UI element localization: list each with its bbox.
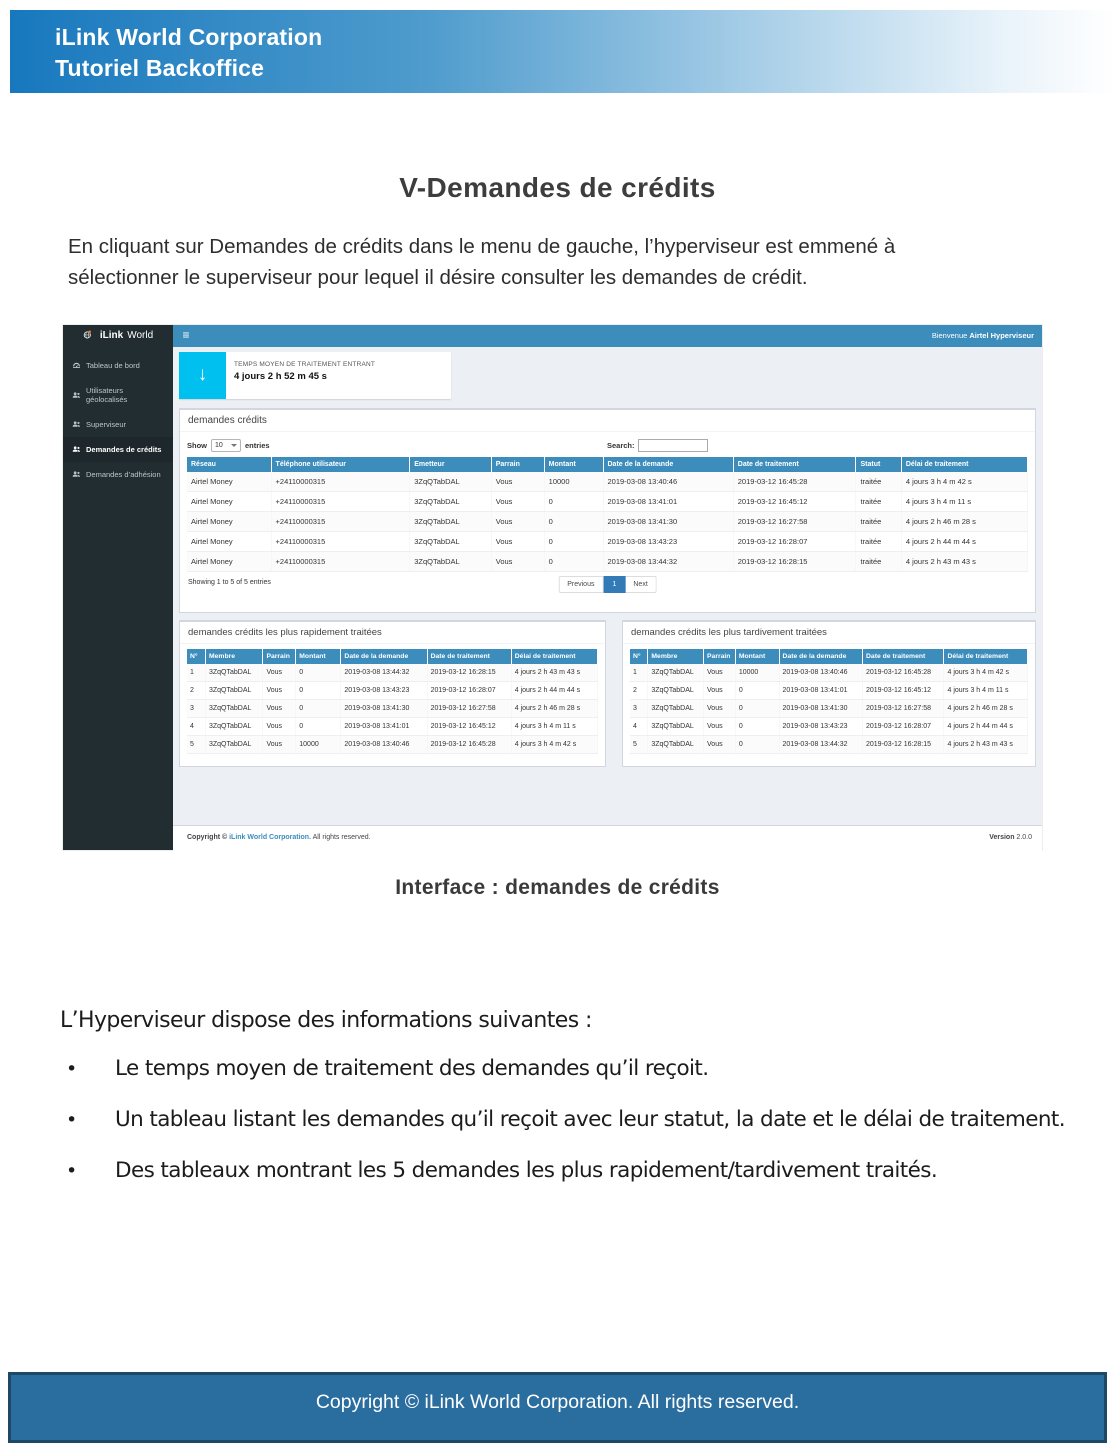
- table-cell: 3ZqQTabDAL: [648, 682, 704, 700]
- table-cell: 4 jours 2 h 46 m 28 s: [511, 700, 597, 718]
- welcome-user: Airtel Hyperviseur: [969, 331, 1034, 340]
- panel-title: demandes crédits les plus tardivement traitées: [623, 622, 1035, 644]
- column-header[interactable]: Montant: [544, 457, 603, 472]
- table-row: [630, 718, 1028, 736]
- table-cell: 2019-03-12 16:28:15: [863, 736, 944, 754]
- table-cell: Vous: [263, 700, 296, 718]
- table-cell: 2: [187, 682, 205, 700]
- table-cell: Airtel Money: [187, 472, 271, 492]
- pagination-previous-button[interactable]: Previous: [558, 576, 603, 593]
- sidebar-item-superviseur[interactable]: [63, 412, 173, 437]
- table-cell: 4 jours 3 h 4 m 42 s: [901, 472, 1027, 492]
- table-cell: 4 jours 2 h 43 m 43 s: [944, 736, 1028, 754]
- fastest-processed-panel: [179, 620, 606, 767]
- app-navbar: [63, 325, 1042, 347]
- table-cell: Airtel Money: [187, 492, 271, 512]
- table-cell: +24110000315: [271, 552, 410, 572]
- table-cell: traitée: [856, 472, 901, 492]
- table-cell: traitée: [856, 532, 901, 552]
- sidebar-item-label: Utilisateurs géolocalisés: [86, 386, 128, 404]
- table-cell: Vous: [704, 664, 736, 682]
- table-cell: +24110000315: [271, 492, 410, 512]
- table-cell: 3ZqQTabDAL: [410, 472, 492, 492]
- table-cell: 4 jours 2 h 44 m 44 s: [901, 532, 1027, 552]
- column-header[interactable]: N°: [187, 649, 205, 664]
- table-cell: Vous: [704, 700, 736, 718]
- brand-logo[interactable]: [63, 325, 173, 347]
- table-cell: 4 jours 2 h 43 m 43 s: [901, 552, 1027, 572]
- table-cell: 0: [544, 492, 603, 512]
- app-screenshot: [63, 325, 1042, 850]
- credit-requests-table: [187, 457, 1028, 572]
- info-heading: L’Hyperviseur dispose des informations suivantes :: [60, 1008, 592, 1033]
- table-cell: Vous: [704, 718, 736, 736]
- table-cell: 2019-03-12 16:27:58: [863, 700, 944, 718]
- page-length-select[interactable]: [211, 439, 241, 452]
- table-row: [187, 736, 598, 754]
- table-cell: 5: [630, 736, 648, 754]
- table-cell: traitée: [856, 512, 901, 532]
- pagination: [558, 576, 657, 593]
- table-cell: 2019-03-08 13:43:23: [779, 718, 862, 736]
- table-cell: +24110000315: [271, 472, 410, 492]
- doc-header-line2: Tutoriel Backoffice: [55, 55, 265, 81]
- stat-value: 4 jours 2 h 52 m 45 s: [234, 371, 327, 382]
- table-cell: Vous: [491, 552, 544, 572]
- table-row: [630, 736, 1028, 754]
- table-row: [630, 664, 1028, 682]
- sidebar-item-label: Superviseur: [86, 420, 127, 429]
- screenshot-caption: Interface : demandes de crédits: [395, 876, 720, 899]
- table-cell: 2019-03-08 13:44:32: [603, 552, 733, 572]
- table-cell: 2019-03-08 13:41:01: [779, 682, 862, 700]
- table-cell: 2: [630, 682, 648, 700]
- sidebar-item-label: Demandes de crédits: [86, 445, 162, 454]
- search-label: Search:: [607, 441, 635, 450]
- bullet-text: Des tableaux montrant les 5 demandes les plus rapidement/tardivement traités.: [115, 1158, 938, 1183]
- table-cell: traitée: [856, 552, 901, 572]
- page-title: V-Demandes de crédits: [399, 172, 716, 203]
- column-header[interactable]: Parrain: [491, 457, 544, 472]
- doc-header-band: [10, 10, 1115, 93]
- table-cell: Vous: [491, 512, 544, 532]
- users-icon: [72, 420, 81, 429]
- table-cell: 4 jours 3 h 4 m 11 s: [944, 682, 1028, 700]
- table-cell: 0: [544, 552, 603, 572]
- table-cell: 3ZqQTabDAL: [410, 552, 492, 572]
- pagination-next-button[interactable]: Next: [625, 576, 656, 593]
- users-icon: [72, 391, 81, 400]
- doc-header-line1: iLink World Corporation: [55, 24, 323, 50]
- app-footer: [173, 825, 1042, 851]
- table-row: [187, 512, 1028, 532]
- credit-requests-panel: [179, 408, 1036, 613]
- sidebar-item-demandes-de-cr-dits[interactable]: [63, 437, 173, 462]
- table-cell: 3ZqQTabDAL: [205, 700, 262, 718]
- table-cell: 2019-03-12 16:28:15: [733, 552, 856, 572]
- table-cell: 0: [735, 736, 779, 754]
- table-cell: Vous: [491, 532, 544, 552]
- column-header[interactable]: Emetteur: [410, 457, 492, 472]
- table-header-row: [187, 649, 598, 664]
- globe-pin-logo-icon: [83, 330, 96, 343]
- stat-average-processing-time: [179, 352, 451, 399]
- table-cell: 2019-03-12 16:45:12: [427, 718, 511, 736]
- table-cell: Airtel Money: [187, 552, 271, 572]
- info-block: [60, 1008, 1065, 1208]
- arrow-down-icon: ↓: [179, 352, 226, 399]
- bullet-icon: •: [66, 1109, 77, 1131]
- users-icon: [72, 445, 81, 454]
- table-row: [187, 532, 1028, 552]
- version-value: 2.0.0: [1016, 834, 1032, 841]
- table-cell: 3ZqQTabDAL: [205, 718, 262, 736]
- corporation-link[interactable]: iLink World Corporation.: [229, 834, 312, 841]
- column-header[interactable]: Téléphone utilisateur: [271, 457, 410, 472]
- table-cell: 0: [735, 682, 779, 700]
- table-cell: 0: [735, 700, 779, 718]
- fastest-processed-table: [187, 649, 598, 754]
- table-cell: Airtel Money: [187, 532, 271, 552]
- column-header[interactable]: Date de traitement: [427, 649, 511, 664]
- table-cell: 10000: [544, 472, 603, 492]
- column-header[interactable]: Délai de traitement: [511, 649, 597, 664]
- column-header[interactable]: Réseau: [187, 457, 271, 472]
- column-header[interactable]: Membre: [205, 649, 262, 664]
- table-cell: Vous: [704, 682, 736, 700]
- show-label: Show: [187, 441, 207, 450]
- table-row: [187, 552, 1028, 572]
- table-cell: 3: [187, 700, 205, 718]
- entries-label: entries: [245, 441, 270, 450]
- column-header[interactable]: Délai de traitement: [901, 457, 1027, 472]
- table-cell: 2019-03-12 16:28:07: [427, 682, 511, 700]
- table-cell: Vous: [491, 492, 544, 512]
- table-cell: 1: [187, 664, 205, 682]
- column-header[interactable]: Parrain: [704, 649, 736, 664]
- table-cell: 0: [296, 664, 341, 682]
- table-cell: 2019-03-12 16:45:12: [733, 492, 856, 512]
- column-header[interactable]: Montant: [735, 649, 779, 664]
- table-cell: 2019-03-12 16:28:07: [733, 532, 856, 552]
- panel-title: demandes crédits les plus rapidement traitées: [180, 622, 605, 644]
- column-header[interactable]: Parrain: [263, 649, 296, 664]
- doc-footer-band: [8, 1372, 1107, 1443]
- sidebar-item-demandes-d-adh-sion[interactable]: [63, 462, 173, 487]
- bullet-item: [60, 1106, 1065, 1134]
- table-cell: 0: [296, 718, 341, 736]
- intro-line: En cliquant sur Demandes de crédits dans le menu de gauche, l’hyperviseur est emmené à: [68, 235, 896, 258]
- column-header[interactable]: Date de la demande: [779, 649, 862, 664]
- table-cell: 4 jours 2 h 46 m 28 s: [901, 512, 1027, 532]
- table-cell: 0: [296, 700, 341, 718]
- table-cell: 2019-03-12 16:45:28: [733, 472, 856, 492]
- table-cell: 0: [544, 512, 603, 532]
- version-label: Version: [989, 834, 1017, 841]
- table-cell: 3ZqQTabDAL: [205, 736, 262, 754]
- search-input[interactable]: [638, 439, 708, 452]
- user-menu[interactable]: [932, 325, 1034, 347]
- table-cell: Vous: [263, 736, 296, 754]
- table-cell: traitée: [856, 492, 901, 512]
- column-header[interactable]: Statut: [856, 457, 901, 472]
- table-cell: 4 jours 2 h 44 m 44 s: [511, 682, 597, 700]
- bullet-icon: •: [66, 1160, 77, 1182]
- column-header[interactable]: Date de traitement: [733, 457, 856, 472]
- chevron-down-icon: [231, 444, 237, 447]
- column-header[interactable]: Date de la demande: [603, 457, 733, 472]
- table-cell: 10000: [296, 736, 341, 754]
- column-header[interactable]: Date de la demande: [341, 649, 427, 664]
- brand-text-bold: iLink: [99, 330, 124, 341]
- table-cell: Airtel Money: [187, 512, 271, 532]
- bullet-item: [60, 1055, 1065, 1083]
- table-cell: 3ZqQTabDAL: [205, 664, 262, 682]
- table-row: [187, 700, 598, 718]
- table-cell: 2019-03-08 13:41:01: [341, 718, 427, 736]
- app-sidebar: [63, 347, 173, 850]
- column-header[interactable]: Date de traitement: [863, 649, 944, 664]
- column-header[interactable]: Délai de traitement: [944, 649, 1028, 664]
- table-cell: 4 jours 3 h 4 m 11 s: [511, 718, 597, 736]
- latest-processed-table: [630, 649, 1028, 754]
- bullet-icon: •: [66, 1058, 77, 1080]
- sidebar-item-label: Demandes d’adhésion: [86, 470, 161, 479]
- table-cell: +24110000315: [271, 512, 410, 532]
- table-cell: 10000: [735, 664, 779, 682]
- table-cell: 4 jours 2 h 44 m 44 s: [944, 718, 1028, 736]
- table-row: [187, 472, 1028, 492]
- table-cell: 3: [630, 700, 648, 718]
- table-cell: 2019-03-12 16:27:58: [733, 512, 856, 532]
- table-header-row: [630, 649, 1028, 664]
- table-cell: 2019-03-08 13:40:46: [341, 736, 427, 754]
- table-cell: 4: [630, 718, 648, 736]
- table-cell: 4 jours 3 h 4 m 42 s: [511, 736, 597, 754]
- bullet-text: Un tableau listant les demandes qu’il reçoit avec leur statut, la date et le délai de traitement.: [115, 1107, 1065, 1132]
- table-cell: 3ZqQTabDAL: [410, 532, 492, 552]
- table-cell: 2019-03-08 13:41:01: [603, 492, 733, 512]
- column-header[interactable]: N°: [630, 649, 648, 664]
- table-cell: 2019-03-08 13:41:30: [603, 512, 733, 532]
- table-cell: 2019-03-08 13:40:46: [779, 664, 862, 682]
- table-cell: 2019-03-12 16:28:07: [863, 718, 944, 736]
- intro-line: sélectionner le superviseur pour lequel il désire consulter les demandes de crédit.: [68, 266, 808, 289]
- table-cell: 2019-03-08 13:44:32: [779, 736, 862, 754]
- table-cell: 3ZqQTabDAL: [648, 736, 704, 754]
- column-header[interactable]: Montant: [296, 649, 341, 664]
- page-length-value: 10: [215, 442, 223, 449]
- bullet-item: [60, 1157, 1065, 1185]
- table-row: [187, 492, 1028, 512]
- table-cell: 3ZqQTabDAL: [648, 718, 704, 736]
- table-cell: 2019-03-12 16:45:12: [863, 682, 944, 700]
- table-header-row: [187, 457, 1028, 472]
- table-cell: 3ZqQTabDAL: [410, 512, 492, 532]
- table-cell: 3ZqQTabDAL: [410, 492, 492, 512]
- dashboard-icon: [72, 361, 81, 370]
- latest-processed-panel: [622, 620, 1036, 767]
- column-header[interactable]: Membre: [648, 649, 704, 664]
- users-icon: [72, 470, 81, 479]
- app-copyright: Copyright ©: [187, 834, 230, 841]
- table-row: [187, 664, 598, 682]
- panel-title: demandes crédits: [180, 410, 1035, 432]
- table-cell: +24110000315: [271, 532, 410, 552]
- app-content: [173, 347, 1042, 825]
- table-cell: 5: [187, 736, 205, 754]
- table-cell: 3ZqQTabDAL: [205, 682, 262, 700]
- table-cell: 3ZqQTabDAL: [648, 664, 704, 682]
- table-cell: Vous: [263, 682, 296, 700]
- table-cell: 2019-03-12 16:28:15: [427, 664, 511, 682]
- sidebar-item-tableau-de-bord[interactable]: [63, 353, 173, 378]
- table-cell: 4 jours 2 h 43 m 43 s: [511, 664, 597, 682]
- intro-paragraph: [68, 231, 1060, 293]
- rights-text: All rights reserved.: [311, 834, 371, 841]
- table-cell: 2019-03-12 16:45:28: [863, 664, 944, 682]
- table-row: [630, 700, 1028, 718]
- table-cell: 2019-03-08 13:41:30: [779, 700, 862, 718]
- table-cell: Vous: [263, 718, 296, 736]
- doc-footer-text: Copyright © iLink World Corporation. All rights reserved.: [315, 1391, 800, 1413]
- table-cell: 4 jours 3 h 4 m 11 s: [901, 492, 1027, 512]
- table-cell: 2019-03-08 13:43:23: [341, 682, 427, 700]
- table-cell: Vous: [491, 472, 544, 492]
- table-cell: 2019-03-08 13:41:30: [341, 700, 427, 718]
- table-cell: 0: [296, 682, 341, 700]
- table-cell: 2019-03-12 16:27:58: [427, 700, 511, 718]
- hamburger-menu-icon[interactable]: ≡: [182, 328, 190, 342]
- table-cell: 1: [630, 664, 648, 682]
- table-row: [187, 718, 598, 736]
- table-cell: 4: [187, 718, 205, 736]
- pagination-page-1-button[interactable]: 1: [603, 576, 625, 593]
- sidebar-item-label: Tableau de bord: [86, 361, 140, 370]
- table-cell: 0: [544, 532, 603, 552]
- table-cell: 2019-03-08 13:44:32: [341, 664, 427, 682]
- welcome-prefix: Bienvenue: [931, 331, 970, 340]
- table-cell: Vous: [704, 736, 736, 754]
- table-cell: 0: [735, 718, 779, 736]
- table-cell: 4 jours 3 h 4 m 42 s: [944, 664, 1028, 682]
- table-cell: 2019-03-08 13:40:46: [603, 472, 733, 492]
- stat-label: TEMPS MOYEN DE TRAITEMENT ENTRANT: [234, 361, 376, 368]
- table-summary: Showing 1 to 5 of 5 entries: [188, 579, 271, 586]
- table-cell: 2019-03-08 13:43:23: [603, 532, 733, 552]
- sidebar-item-utilisateurs-g-olocalis-s[interactable]: [63, 378, 173, 412]
- table-row: [187, 682, 598, 700]
- table-cell: 3ZqQTabDAL: [648, 700, 704, 718]
- table-cell: 2019-03-12 16:45:28: [427, 736, 511, 754]
- bullet-text: Le temps moyen de traitement des demandes qu’il reçoit.: [115, 1056, 709, 1081]
- table-row: [630, 682, 1028, 700]
- brand-text-regular: World: [127, 330, 154, 341]
- table-cell: Vous: [263, 664, 296, 682]
- table-cell: 4 jours 2 h 46 m 28 s: [944, 700, 1028, 718]
